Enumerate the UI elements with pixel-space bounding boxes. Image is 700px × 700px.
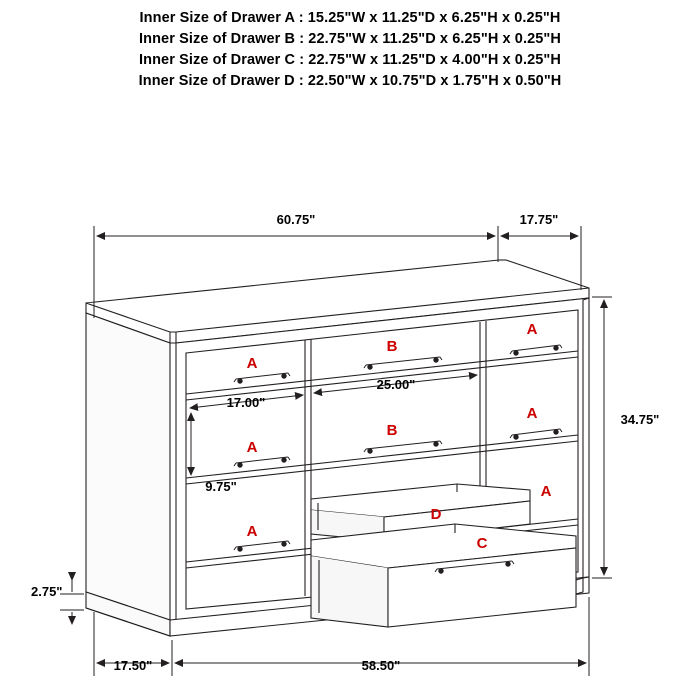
dim-base-width: 58.50" xyxy=(361,658,401,673)
dim-top-width: 60.75" xyxy=(276,212,316,227)
dim-total-height: 34.75" xyxy=(620,412,660,427)
drawer-label-d: D xyxy=(430,506,442,523)
cabinet-outline xyxy=(86,260,589,636)
drawer-label-c: C xyxy=(476,535,488,552)
spec-line-a: Inner Size of Drawer A : 15.25"W x 11.25"D x 6.25"H x 0.25"H xyxy=(139,10,561,26)
drawer-label-a5: A xyxy=(246,523,258,540)
spec-line-d: Inner Size of Drawer D : 22.50"W x 10.75"D x 1.75"H x 0.50"H xyxy=(138,73,562,89)
dim-drawer-a-width: 17.00" xyxy=(226,395,266,410)
drawer-label-a2: A xyxy=(526,321,538,338)
dim-drawer-b-width: 25.00" xyxy=(376,377,416,392)
dim-drawer-height: 9.75" xyxy=(205,479,237,494)
dim-base-depth: 17.50" xyxy=(113,658,153,673)
dim-base-height: 2.75" xyxy=(31,584,63,599)
drawer-label-a6: A xyxy=(540,483,552,500)
drawer-label-a3: A xyxy=(246,439,258,456)
dim-top-depth: 17.75" xyxy=(519,212,559,227)
drawer-label-a4: A xyxy=(526,405,538,422)
drawer-label-b2: B xyxy=(386,422,398,439)
drawer-label-a1: A xyxy=(246,355,258,372)
drawer-label-b1: B xyxy=(386,338,398,355)
spec-line-c: Inner Size of Drawer C : 22.75"W x 11.25"D x 4.00"H x 0.25"H xyxy=(139,52,561,68)
spec-line-b: Inner Size of Drawer B : 22.75"W x 11.25"D x 6.25"H x 0.25"H xyxy=(139,31,561,47)
